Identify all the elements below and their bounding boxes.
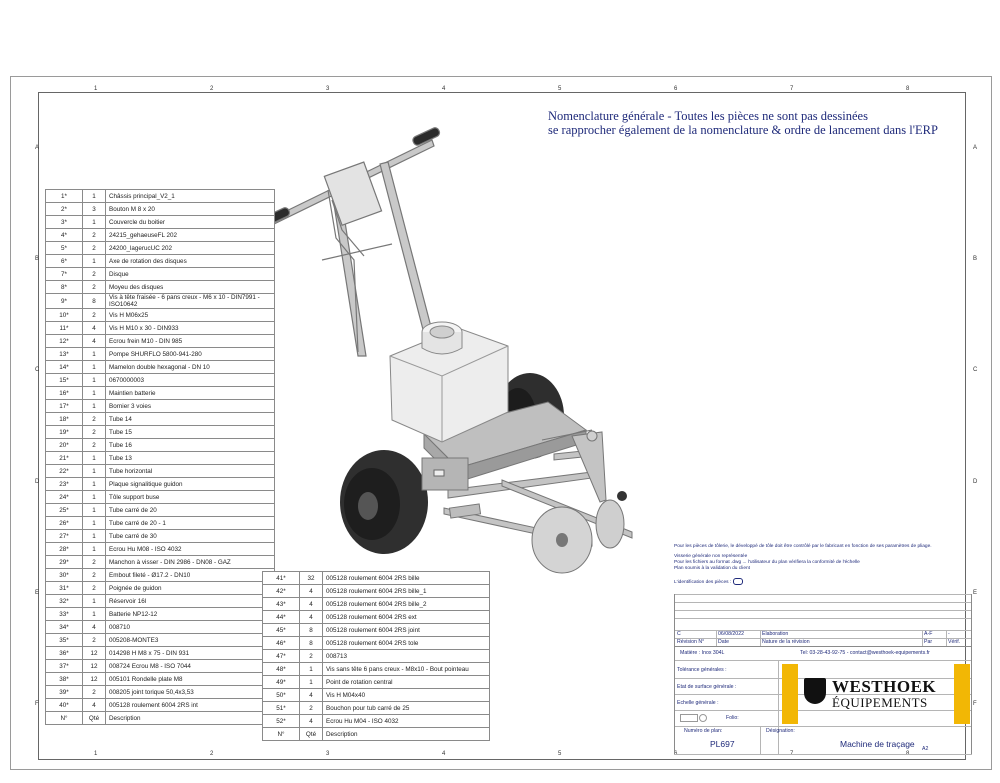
bom-item-number: 12*	[46, 335, 83, 348]
bom-item-number: 18*	[46, 413, 83, 426]
bom-quantity: Qté	[300, 728, 323, 741]
bom-description: Mamelon double hexagonal - DN 10	[106, 361, 275, 374]
bom-row	[46, 465, 275, 478]
bom-quantity: 1	[83, 530, 106, 543]
bom-table-left	[45, 189, 275, 725]
bom-item-number: 43*	[263, 598, 300, 611]
bom-row	[263, 598, 490, 611]
bom-item-number: 16*	[46, 387, 83, 400]
rev-date: 06/08/2022	[718, 631, 744, 637]
bom-description: 005128 roulement 6004 2RS joint	[323, 624, 490, 637]
zone-row-label: F	[973, 701, 977, 708]
zone-row-label: B	[973, 256, 978, 262]
bom-description: Description	[106, 712, 275, 725]
note-line-4: Plan soumis à la validation du client	[674, 566, 750, 571]
bom-quantity: 1	[83, 348, 106, 361]
bom-row	[46, 374, 275, 387]
bom-quantity: 1	[83, 190, 106, 203]
bom-quantity: 1	[83, 216, 106, 229]
bom-item-number: 26*	[46, 517, 83, 530]
zone-row-label: D	[35, 478, 40, 485]
bom-description: Vis H M04x40	[323, 689, 490, 702]
bom-row	[263, 585, 490, 598]
bom-item-number: 1*	[46, 190, 83, 203]
title-line-1: Nomenclature générale - Toutes les pièces ne sont pas dessinées	[548, 109, 868, 123]
bom-quantity: 8	[83, 294, 106, 309]
plan-number: PL697	[710, 739, 735, 749]
bom-item-number: 31*	[46, 582, 83, 595]
bom-item-number: 7*	[46, 268, 83, 281]
bom-quantity: 2	[83, 556, 106, 569]
folio-label: Folio:	[726, 715, 739, 721]
bom-row	[46, 556, 275, 569]
bom-row	[46, 309, 275, 322]
bom-description: 005128 roulement 6004 2RS tole	[323, 637, 490, 650]
zone-column-label: 2	[210, 86, 214, 92]
bom-row	[46, 400, 275, 413]
bom-quantity: 1	[83, 517, 106, 530]
bom-item-number: 51*	[263, 702, 300, 715]
bom-description: Ecrou Hu M08 - ISO 4032	[106, 543, 275, 556]
note-line-2: Visserie générale non représentée	[674, 554, 748, 559]
bom-row	[46, 348, 275, 361]
bom-row	[46, 322, 275, 335]
bom-row	[263, 689, 490, 702]
bom-description: Tube 15	[106, 426, 275, 439]
bom-description: Manchon à visser - DIN 2986 - DN08 - GAZ	[106, 556, 275, 569]
bom-description: Bornier 3 voies	[106, 400, 275, 413]
bom-row	[46, 478, 275, 491]
bom-quantity: 1	[83, 543, 106, 556]
logo-line-1: WESTHOEK	[832, 677, 937, 696]
bom-row	[46, 491, 275, 504]
bom-description: Point de rotation central	[323, 676, 490, 689]
bom-row	[46, 242, 275, 255]
bom-row	[263, 715, 490, 728]
bom-row	[46, 504, 275, 517]
bom-item-number: 42*	[263, 585, 300, 598]
bom-description: Tube 16	[106, 439, 275, 452]
zone-row-label: C	[35, 367, 40, 374]
bom-item-number: 29*	[46, 556, 83, 569]
bom-item-number: 2*	[46, 203, 83, 216]
machine-illustration	[262, 120, 672, 590]
bom-item-number: 11*	[46, 322, 83, 335]
bom-row	[46, 281, 275, 294]
bom-item-number: 21*	[46, 452, 83, 465]
logo-line-2: ÉQUIPEMENTS	[832, 695, 928, 710]
bom-description: Pompe SHURFLO 5800-941-280	[106, 348, 275, 361]
bom-item-number: 38*	[46, 673, 83, 686]
bom-quantity: 4	[300, 611, 323, 624]
bom-quantity: 12	[83, 673, 106, 686]
designation-label: Désignation:	[766, 728, 795, 734]
zone-row-label: E	[973, 590, 978, 596]
bom-description: Vis H M06x25	[106, 309, 275, 322]
bom-quantity: 2	[300, 650, 323, 663]
part-bubble-icon	[733, 578, 743, 585]
projection-icon	[680, 714, 707, 724]
zone-column-label: 7	[790, 751, 794, 757]
bom-row	[46, 543, 275, 556]
bom-quantity: 2	[83, 413, 106, 426]
bom-row	[46, 569, 275, 582]
zone-column-label: 4	[442, 86, 446, 92]
shield-logo-icon	[804, 678, 826, 704]
zone-row-label: A	[35, 144, 40, 151]
bom-quantity: 4	[300, 715, 323, 728]
bom-row	[46, 595, 275, 608]
bom-item-number: 28*	[46, 543, 83, 556]
bom-item-number: 13*	[46, 348, 83, 361]
bom-description: Maintien batterie	[106, 387, 275, 400]
zone-column-label: 6	[674, 86, 678, 92]
bom-row	[46, 634, 275, 647]
bom-quantity: 1	[83, 361, 106, 374]
zone-column-label: 5	[558, 86, 562, 92]
bom-row	[263, 702, 490, 715]
bom-description: Réservoir 16l	[106, 595, 275, 608]
bom-item-number: 48*	[263, 663, 300, 676]
bom-description: Tôle support buse	[106, 491, 275, 504]
bom-quantity: 2	[83, 426, 106, 439]
bom-item-number: 22*	[46, 465, 83, 478]
bom-item-number: 3*	[46, 216, 83, 229]
designation-value: Machine de traçage	[840, 739, 915, 749]
bom-item-number: 52*	[263, 715, 300, 728]
zone-column-label: 2	[210, 751, 214, 757]
bom-quantity: 4	[83, 699, 106, 712]
company-logo	[782, 664, 970, 724]
header-nature: Nature de la révision	[762, 639, 810, 645]
zone-column-label: 6	[674, 751, 678, 757]
bom-row	[46, 582, 275, 595]
bom-description: 014298 H M8 x 75 - DIN 931	[106, 647, 275, 660]
bom-quantity: 2	[83, 242, 106, 255]
bom-description: 008724 Ecrou M8 - ISO 7044	[106, 660, 275, 673]
rev-range: A-F	[924, 631, 933, 637]
bom-quantity: 4	[83, 621, 106, 634]
zone-row-label: C	[973, 367, 978, 374]
bom-row	[263, 663, 490, 676]
bom-row	[46, 647, 275, 660]
bom-row	[46, 190, 275, 203]
bom-row	[46, 673, 275, 686]
bom-row	[46, 216, 275, 229]
bom-description: 008205 joint torique 50,4x3,53	[106, 686, 275, 699]
bom-description: Description	[323, 728, 490, 741]
bom-description: Plaque signalitique guidon	[106, 478, 275, 491]
bom-description: Vis H M10 x 30 - DIN933	[106, 322, 275, 335]
bom-description: Poignée de guidon	[106, 582, 275, 595]
bom-item-number: 44*	[263, 611, 300, 624]
zone-column-label: 5	[558, 751, 562, 757]
bom-quantity: 4	[300, 689, 323, 702]
bom-row	[46, 517, 275, 530]
bom-item-number: 17*	[46, 400, 83, 413]
bom-row	[46, 439, 275, 452]
bom-row	[46, 255, 275, 268]
bom-quantity: 8	[300, 637, 323, 650]
bom-description: Châssis principal_V2_1	[106, 190, 275, 203]
bom-row	[46, 268, 275, 281]
bom-description: Bouton M 8 x 20	[106, 203, 275, 216]
bom-description: Ecrou frein M10 - DIN 985	[106, 335, 275, 348]
bom-description: 008713	[323, 650, 490, 663]
bom-description: Tube carré de 20	[106, 504, 275, 517]
bom-quantity: 2	[300, 702, 323, 715]
bom-quantity: 1	[83, 452, 106, 465]
sheet-format: A2	[922, 746, 929, 752]
bom-row	[46, 335, 275, 348]
zone-column-label: 1	[94, 86, 98, 92]
bom-row	[46, 660, 275, 673]
bom-description: 005128 roulement 6004 2RS int	[106, 699, 275, 712]
bom-description: Tube horizontal	[106, 465, 275, 478]
bom-item-number: 9*	[46, 294, 83, 309]
bom-header-row	[46, 712, 275, 725]
note-line-1: Pour les pièces de tôlerie, le développé de tôle doit être contrôlé par le fabricant en fonction de ses paramètres de pliage.	[674, 544, 932, 549]
bom-row	[46, 361, 275, 374]
bom-quantity: 1	[83, 504, 106, 517]
zone-row-label: A	[973, 144, 978, 151]
bom-quantity: 1	[83, 387, 106, 400]
bom-quantity: 12	[83, 647, 106, 660]
bom-description: 005128 roulement 6004 2RS bille_1	[323, 585, 490, 598]
scale-label: Echelle générale :	[677, 700, 719, 706]
bom-quantity: 4	[300, 598, 323, 611]
bom-quantity: 8	[300, 624, 323, 637]
bom-description: Batterie NP12-12	[106, 608, 275, 621]
zone-row-label: D	[973, 478, 978, 485]
bom-item-number: 34*	[46, 621, 83, 634]
tolerance-label: Tolérance générales :	[677, 667, 727, 673]
bom-row	[46, 426, 275, 439]
bom-quantity: 1	[83, 478, 106, 491]
bom-item-number: 23*	[46, 478, 83, 491]
header-par: Par	[924, 639, 933, 645]
bom-quantity: 4	[300, 585, 323, 598]
bom-description: Vis sans tête 6 pans creux - M8x10 - Bout pointeau	[323, 663, 490, 676]
bom-header-row	[263, 728, 490, 741]
bom-item-number: 30*	[46, 569, 83, 582]
bom-item-number: 10*	[46, 309, 83, 322]
bom-item-number: 47*	[263, 650, 300, 663]
bom-quantity: 4	[83, 322, 106, 335]
zone-column-label: 3	[326, 86, 330, 92]
bom-item-number: 41*	[263, 572, 300, 585]
bom-quantity: 1	[300, 676, 323, 689]
header-verif: Vérif.	[948, 639, 961, 645]
bom-quantity: 3	[83, 203, 106, 216]
rev-dash: -	[948, 631, 950, 637]
bom-quantity: 2	[83, 439, 106, 452]
bom-description: 005101 Rondelle plate M8	[106, 673, 275, 686]
bom-item-number: 33*	[46, 608, 83, 621]
bom-row	[46, 203, 275, 216]
bom-description: Couvercle du boitier	[106, 216, 275, 229]
bom-quantity: 2	[83, 634, 106, 647]
zone-row-label: F	[35, 701, 39, 708]
bom-quantity: 2	[83, 309, 106, 322]
bom-description: Bouchon pour tub carré de 25	[323, 702, 490, 715]
bom-row	[263, 611, 490, 624]
bom-description: 005208-MONTE3	[106, 634, 275, 647]
bom-description: Tube carré de 30	[106, 530, 275, 543]
bom-quantity: 1	[83, 595, 106, 608]
bom-item-number: 6*	[46, 255, 83, 268]
bom-row	[46, 608, 275, 621]
title-line-2: se rapprocher également de la nomenclature & ordre de lancement dans l'ERP	[548, 123, 938, 137]
bom-row	[263, 572, 490, 585]
bom-row	[46, 294, 275, 309]
header-date: Date	[718, 639, 729, 645]
bom-item-number: 39*	[46, 686, 83, 699]
rev-label: Elaboration	[762, 631, 789, 637]
bom-quantity: 1	[83, 400, 106, 413]
bom-quantity: Qté	[83, 712, 106, 725]
bom-quantity: 1	[83, 608, 106, 621]
bom-description: Axe de rotation des disques	[106, 255, 275, 268]
zone-column-label: 8	[906, 751, 910, 757]
part-identification-note: L'identification des pièces :	[674, 578, 974, 586]
bom-quantity: 1	[300, 663, 323, 676]
zone-column-label: 4	[442, 751, 446, 757]
zone-column-label: 1	[94, 751, 98, 757]
bom-item-number: 14*	[46, 361, 83, 374]
bom-description: 005128 roulement 6004 2RS bille	[323, 572, 490, 585]
matiere: Matière : Inox 304L	[680, 650, 725, 656]
bom-description: 008710	[106, 621, 275, 634]
plan-number-label: Numéro de plan:	[684, 728, 723, 734]
bom-description: Disque	[106, 268, 275, 281]
bom-table-right	[262, 571, 490, 741]
header-revision: Révision N°	[677, 639, 705, 645]
bom-description: Ecrou Hu M04 - ISO 4032	[323, 715, 490, 728]
bom-item-number: 8*	[46, 281, 83, 294]
bom-row	[46, 621, 275, 634]
bom-row	[263, 624, 490, 637]
rev-letter: C	[677, 631, 681, 637]
bom-item-number: 45*	[263, 624, 300, 637]
bom-row	[46, 229, 275, 242]
zone-column-label: 8	[906, 86, 910, 92]
bom-item-number: 5*	[46, 242, 83, 255]
surface-label: Etat de surface générale :	[677, 684, 737, 690]
bom-item-number: 27*	[46, 530, 83, 543]
bom-row	[46, 413, 275, 426]
bom-row	[263, 637, 490, 650]
bom-quantity: 2	[83, 281, 106, 294]
bom-description: 005128 roulement 6004 2RS bille_2	[323, 598, 490, 611]
note-line-3: Pour les fichiers au format .dwg ... l'utilisateur du plan vérifiera la conformité de l'échelle	[674, 560, 860, 565]
bom-item-number: 36*	[46, 647, 83, 660]
bom-item-number: 15*	[46, 374, 83, 387]
bom-description: 005128 roulement 6004 2RS ext	[323, 611, 490, 624]
bom-description: 24200_lagerucUC 202	[106, 242, 275, 255]
bom-quantity: 4	[83, 335, 106, 348]
bom-description: 0670000003	[106, 374, 275, 387]
bom-quantity: 1	[83, 255, 106, 268]
bom-item-number: 49*	[263, 676, 300, 689]
bom-row	[263, 650, 490, 663]
bom-row	[46, 387, 275, 400]
zone-row-label: B	[35, 256, 40, 262]
bom-description: 24215_gehaeuseFL 202	[106, 229, 275, 242]
bom-quantity: 2	[83, 686, 106, 699]
bom-item-number: 37*	[46, 660, 83, 673]
bom-quantity: 12	[83, 660, 106, 673]
zone-column-label: 7	[790, 86, 794, 92]
bom-item-number: N°	[46, 712, 83, 725]
bom-description: Tube 13	[106, 452, 275, 465]
drawing-notes	[674, 544, 974, 586]
bom-row	[46, 452, 275, 465]
bom-quantity: 2	[83, 569, 106, 582]
bom-description: Moyeu des disques	[106, 281, 275, 294]
bom-description: Embout fileté - Ø17.2 - DN10	[106, 569, 275, 582]
bom-quantity: 1	[83, 491, 106, 504]
bom-item-number: 32*	[46, 595, 83, 608]
bom-quantity: 1	[83, 465, 106, 478]
bom-item-number: 35*	[46, 634, 83, 647]
zone-row-label: E	[35, 590, 40, 596]
bom-item-number: 50*	[263, 689, 300, 702]
bom-item-number: 46*	[263, 637, 300, 650]
bom-quantity: 2	[83, 268, 106, 281]
contact: Tel: 03-28-43-92-75 - contact@westhoek-equipements.fr	[800, 650, 930, 656]
bom-item-number: 24*	[46, 491, 83, 504]
bom-item-number: 25*	[46, 504, 83, 517]
bom-quantity: 2	[83, 229, 106, 242]
bom-row	[46, 530, 275, 543]
bom-quantity: 2	[83, 582, 106, 595]
bom-item-number: 4*	[46, 229, 83, 242]
bom-item-number: 40*	[46, 699, 83, 712]
bom-description: Tube carré de 20 - 1	[106, 517, 275, 530]
bom-row	[263, 676, 490, 689]
bom-quantity: 32	[300, 572, 323, 585]
bom-row	[46, 699, 275, 712]
zone-column-label: 3	[326, 751, 330, 757]
bom-item-number: 20*	[46, 439, 83, 452]
bom-item-number: 19*	[46, 426, 83, 439]
bom-item-number: N°	[263, 728, 300, 741]
bom-quantity: 1	[83, 374, 106, 387]
bom-description: Vis à tête fraisée - 6 pans creux - M6 x 10 - DIN7991 - ISO10642	[106, 294, 275, 309]
bom-description: Tube 14	[106, 413, 275, 426]
bom-row	[46, 686, 275, 699]
